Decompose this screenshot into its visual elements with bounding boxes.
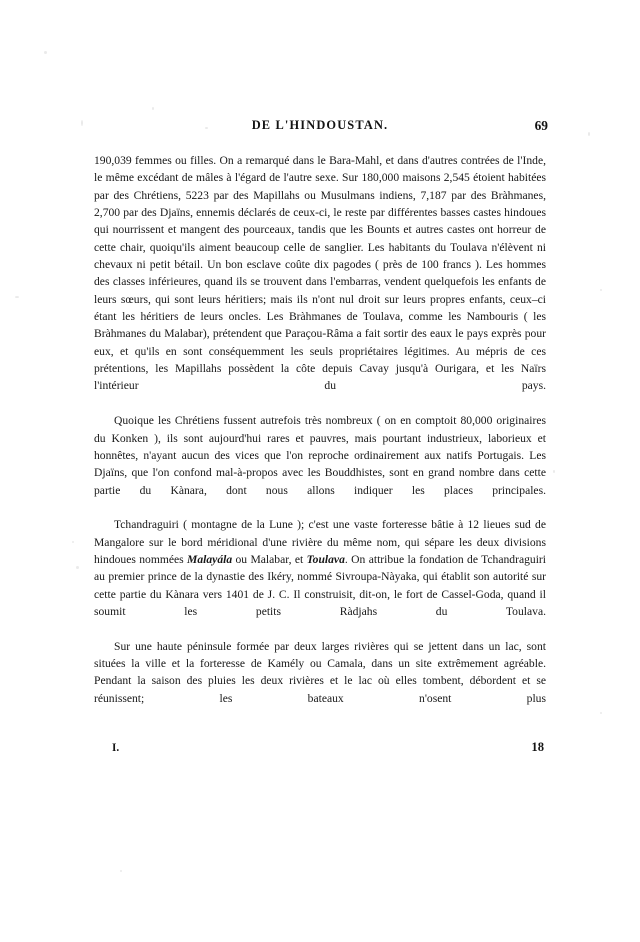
italic-place-name: Malayála: [187, 552, 233, 566]
paragraph-1: 190,039 femmes ou filles. On a remarqué dans le Bara-Mahl, et dans d'autres contrées de l'Inde, le même excédant de mâles à l'égard de l'autre sexe. Sur 180,000 maisons 2,545 étoient habitées par des Chrétiens, 5223 par des Mapillahs ou Musulmans indiens, 7,187 par des Bràhmanes, 2,700 par des Djaïns, ennemis déclarés de ceux-ci, le reste par différentes basses castes hindoues qui nourrissent et mangent des pourceaux, tandis que les Bounts et autres castes ont horreur de cette chair, quoiqu'ils aiment beaucoup celle de sanglier. Les habitants du Toulava n'élèvent ni chevaux ni petit bétail. Un bon esclave coûte dix pagodes ( près de 100 francs ). Les hommes des classes inférieures, quand ils se trouvent dans l'embarras, vendent quelquefois les enfants de leurs sœurs, qui sont leurs héritiers; mais ils n'ont nul droit sur leurs propres enfants, ceux–ci étant les héritiers de leurs oncles. Les Bràhmanes de Toulava, comme les Nambouris ( les Bràhmanes du Malabar), prétendent que Paraçou-Râma a fait sortir des eaux le pays exprès pour eux, et qu'ils en sont conséquemment les seuls propriétaires légitimes. Au mépris de ces prétentions, les Mapillahs possèdent la côte depuis Cavay jusqu'à Ourigara, et les Naïrs l'intérieur du pays.: [94, 154, 546, 393]
italic-place-name: Toulava: [306, 552, 345, 566]
paragraph-4: Sur une haute péninsule formée par deux larges rivières qui se jettent dans un lac, sont situées la ville et la forteresse de Kamély ou Camala, dans un site extrêmement agréable. Pendant la saison des pluies les deux rivières et le lac où elles tombent, débordent et se réunissent; les bateaux n'osent plus: [94, 639, 546, 705]
text-block: [94, 118, 546, 724]
scan-speck: [600, 289, 602, 291]
scan-speck: [588, 132, 590, 136]
scan-speck: [15, 296, 19, 298]
page-footer: [94, 742, 546, 762]
scan-speck: [44, 51, 47, 54]
scan-speck: [81, 120, 83, 126]
scan-speck: [600, 712, 602, 714]
scan-speck: [76, 566, 79, 569]
paragraph-3: Tchandraguiri ( montagne de la Lune ); c'est une vaste forteresse bâtie à 12 lieues sud de Mangalore sur le bord méridional d'une rivière du même nom, qui sépare les deux divisions hindoues nommées Malayála ou Malabar, et Toulava. On attribue la fondation de Tchandraguiri au premier prince de la dynastie des Ikéry, nommé Sivroupa-Nàyaka, qui établit son autorité sur cette partie du Kànara vers 1401 de J. C. Il construisit, dit-on, le fort de Cassel-Goda, quand il soumit les petits Ràdjahs du Toulava.: [94, 518, 546, 618]
footer-signature-mark: 18: [531, 740, 544, 754]
scan-speck: [72, 541, 74, 543]
paragraph-2: Quoique les Chrétiens fussent autrefois très nombreux ( on en comptoit 80,000 originaires du Konken ), ils sont aujourd'hui rares et pauvres, mais pourtant industrieux, laborieux et honnêtes, n'ayant aucun des vices que l'on reproche ordinairement aux natifs Portugais. Les Djaïns, que l'on confond mal-à-propos avec les Bouddhistes, sont en grand nombre dans cette partie du Kànara, dont nous allons indiquer les places principales.: [94, 414, 546, 497]
scan-speck: [120, 870, 122, 872]
scan-speck: [152, 107, 154, 110]
footer-volume-mark: I.: [112, 742, 120, 754]
page-folio-number: 69: [534, 118, 548, 133]
running-head: [94, 118, 546, 148]
scan-speck: [553, 470, 555, 473]
running-head-title: DE L'HINDOUSTAN.: [251, 118, 389, 132]
